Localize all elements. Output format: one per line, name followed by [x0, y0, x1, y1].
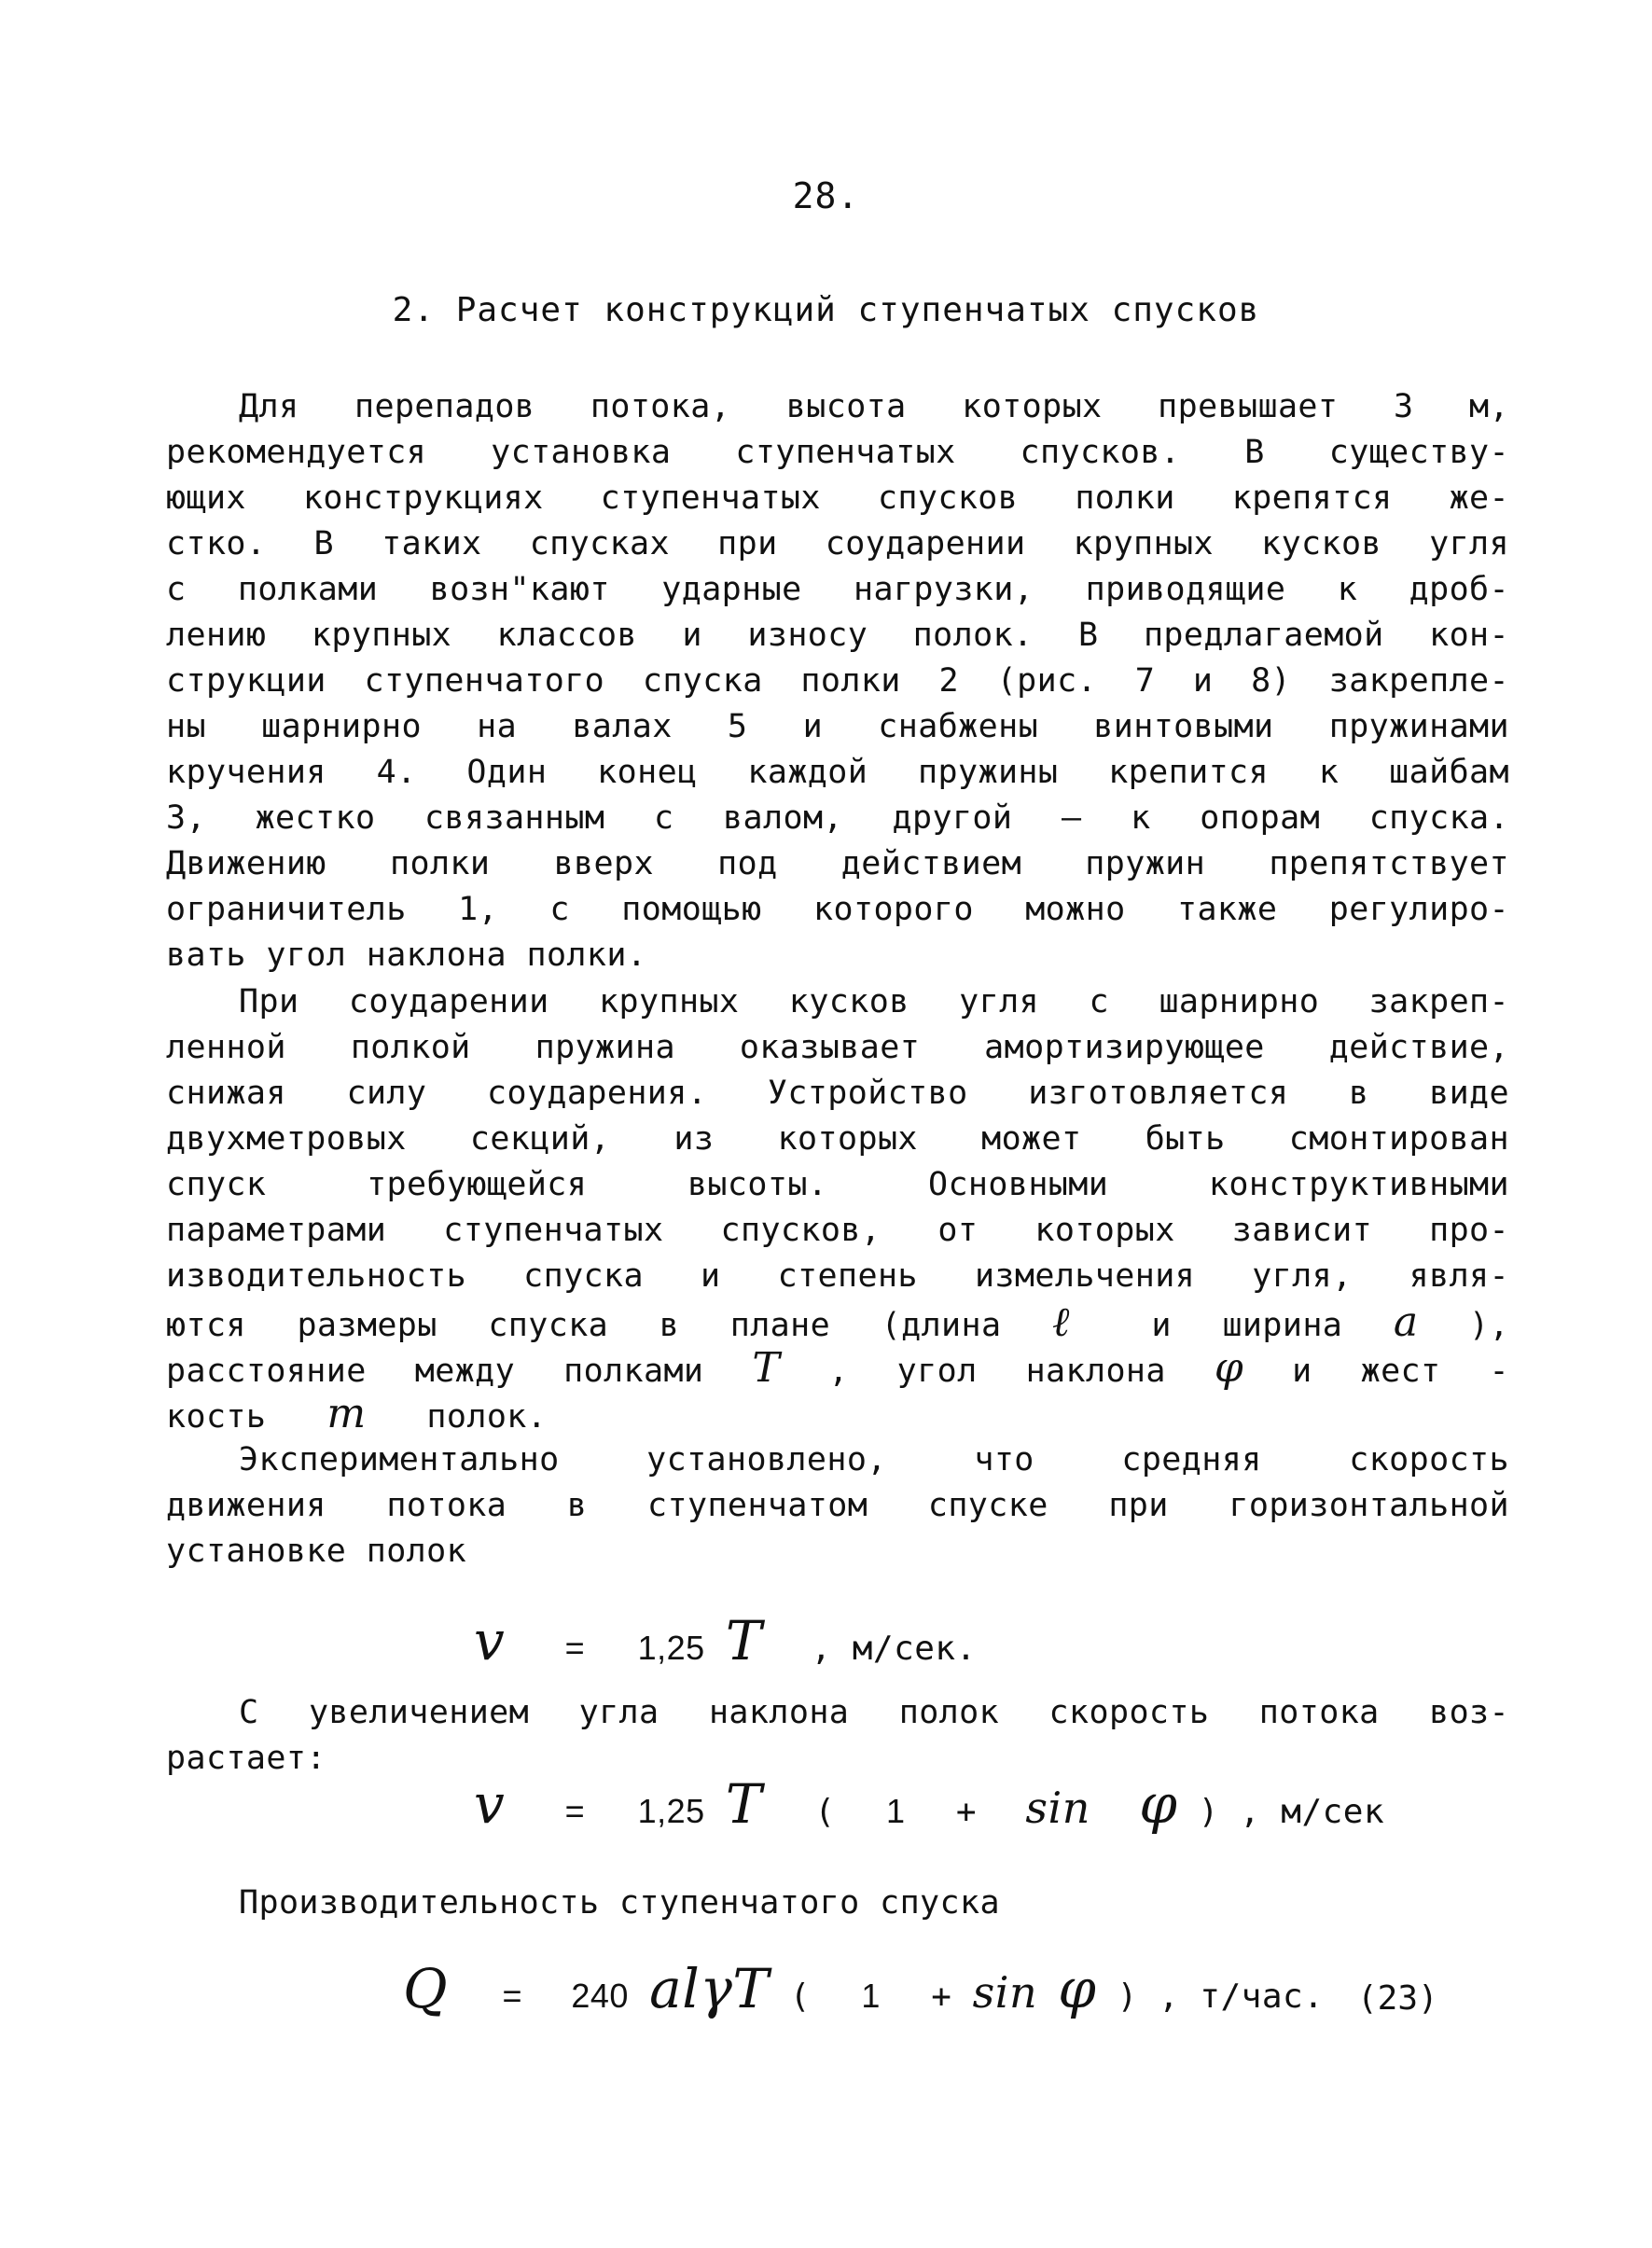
- symbol-angle-phi: φ: [1214, 1344, 1244, 1392]
- text-line: ограничитель 1, с помощью которого можно также регулиро-: [166, 891, 1509, 928]
- symbol-Q: Q: [403, 1957, 449, 2020]
- page-number: 28.: [792, 175, 860, 216]
- text-line: Для перепадов потока, высота которых превышает 3 м,: [239, 388, 1509, 425]
- text-line: изводительность спуска и степень измельчения угля, явля-: [166, 1257, 1509, 1295]
- text-line: С увеличением угла наклона полок скорость потока воз-: [239, 1694, 1509, 1731]
- equation-number: (23): [1357, 1979, 1438, 2018]
- text-line: ны шарнирно на валах 5 и снабжены винтовыми пружинами: [166, 708, 1509, 745]
- formula-coefficient: 1,25: [637, 1792, 705, 1830]
- formula-plus: +: [955, 1793, 978, 1831]
- text-line: Движению полки вверх под действием пружин препятствует: [166, 845, 1509, 882]
- formula-unit: , т/час.: [1158, 1977, 1325, 2016]
- text-line: установке полок: [166, 1533, 467, 1570]
- section-heading: 2. Расчет конструкций ступенчатых спусков: [392, 291, 1260, 329]
- formula-unit: , м/сек: [1239, 1793, 1385, 1831]
- text-line: снижая силу соударения. Устройство изготовляется в виде: [166, 1075, 1509, 1112]
- text-run: ),: [1469, 1307, 1509, 1344]
- text-line: растает:: [166, 1740, 326, 1777]
- formula-velocity-inclined: [474, 1772, 1384, 1836]
- text-line-with-symbols: [166, 1345, 1509, 1391]
- formula-capacity: [403, 1957, 1324, 2020]
- formula-paren-close: ): [1117, 1977, 1138, 2016]
- text-run: ются: [166, 1307, 246, 1344]
- text-line: При соударении крупных кусков угля с шарнирно закреп-: [239, 983, 1509, 1020]
- text-line: вать угол наклона полки.: [166, 937, 647, 974]
- paragraph-2: [166, 979, 1509, 1436]
- formula-coefficient: 1,25: [637, 1629, 705, 1667]
- text-line: движения потока в ступенчатом спуске при горизонтальной: [166, 1487, 1509, 1524]
- text-line: струкции ступенчатого спуска полки 2 (рис. 7 и 8) закрепле-: [166, 662, 1509, 700]
- formula-paren-open: (: [814, 1793, 836, 1831]
- paragraph-4: [166, 1690, 1509, 1782]
- text-run: полок.: [426, 1398, 548, 1436]
- text-line-with-symbols: [166, 1391, 1509, 1436]
- text-line: параметрами ступенчатых спусков, от которых зависит про-: [166, 1212, 1509, 1249]
- formula-variables: alγT: [649, 1957, 770, 2020]
- text-line: 3, жестко связанным с валом, другой – к опорам спуска.: [166, 799, 1509, 837]
- paragraph-3: [166, 1437, 1509, 1575]
- formula-unit: , м/сек.: [811, 1630, 977, 1668]
- text-line: кручения 4. Один конец каждой пружины крепится к шайбам: [166, 754, 1509, 791]
- symbol-distance-T: T: [752, 1344, 781, 1392]
- formula-paren-close: ): [1198, 1793, 1219, 1831]
- formula-coefficient: 240: [571, 1977, 629, 2015]
- text-run: спуска в плане (длина: [488, 1307, 1002, 1344]
- formula-velocity-horizontal: [474, 1609, 977, 1672]
- text-line: лению крупных классов и износу полок. В предлагаемой кон-: [166, 617, 1509, 654]
- symbol-phi: φ: [1058, 1957, 1097, 2020]
- text-line-with-symbols: [166, 1299, 1509, 1345]
- text-line: ленной полкой пружина оказывает амортизирующее действие,: [166, 1029, 1509, 1066]
- formula-one: 1: [861, 1977, 881, 2015]
- text-line: двухметровых секций, из которых может быть смонтирован: [166, 1120, 1509, 1158]
- text-line: ющих конструкциях ступенчатых спусков полки крепятся же-: [166, 479, 1509, 517]
- text-run: размеры: [297, 1307, 437, 1344]
- formula-sin: sin: [972, 1967, 1038, 2018]
- text-run: и ширина: [1151, 1307, 1343, 1344]
- symbol-length-l: ℓ: [1052, 1298, 1101, 1346]
- symbol-T: T: [725, 1609, 763, 1672]
- formula-equals: =: [564, 1629, 586, 1667]
- formula-equals: =: [502, 1977, 522, 2015]
- symbol-v: v: [474, 1609, 506, 1672]
- symbol-v: v: [474, 1772, 506, 1836]
- text-run: кость: [166, 1398, 267, 1436]
- paragraph-5: [166, 1880, 1509, 1926]
- text-run: расстояние между полками: [166, 1353, 704, 1390]
- formula-one: 1: [885, 1792, 906, 1830]
- formula-sin: sin: [1025, 1783, 1090, 1833]
- text-run: и жест -: [1292, 1353, 1509, 1390]
- symbol-T: T: [725, 1772, 763, 1836]
- paragraph-1: [166, 384, 1509, 978]
- symbol-stiffness-m: m: [326, 1390, 367, 1437]
- formula-paren-open: (: [789, 1977, 811, 2016]
- text-line: спуск требующейся высоты. Основными конструктивными: [166, 1166, 1509, 1203]
- symbol-phi: φ: [1139, 1772, 1178, 1836]
- text-line: стко. В таких спусках при соударении крупных кусков угля: [166, 525, 1509, 562]
- text-line: рекомендуется установка ступенчатых спусков. В существу-: [166, 434, 1509, 471]
- formula-equals: =: [564, 1792, 586, 1830]
- symbol-width-a: a: [1393, 1298, 1419, 1346]
- text-line: Производительность ступенчатого спуска: [239, 1884, 1000, 1922]
- text-line: с полками возн"кают ударные нагрузки, приводящие к дроб-: [166, 571, 1509, 608]
- text-run: , угол наклона: [828, 1353, 1166, 1390]
- text-line: Экспериментально установлено, что средняя скорость: [239, 1441, 1509, 1478]
- formula-plus: +: [931, 1977, 952, 2016]
